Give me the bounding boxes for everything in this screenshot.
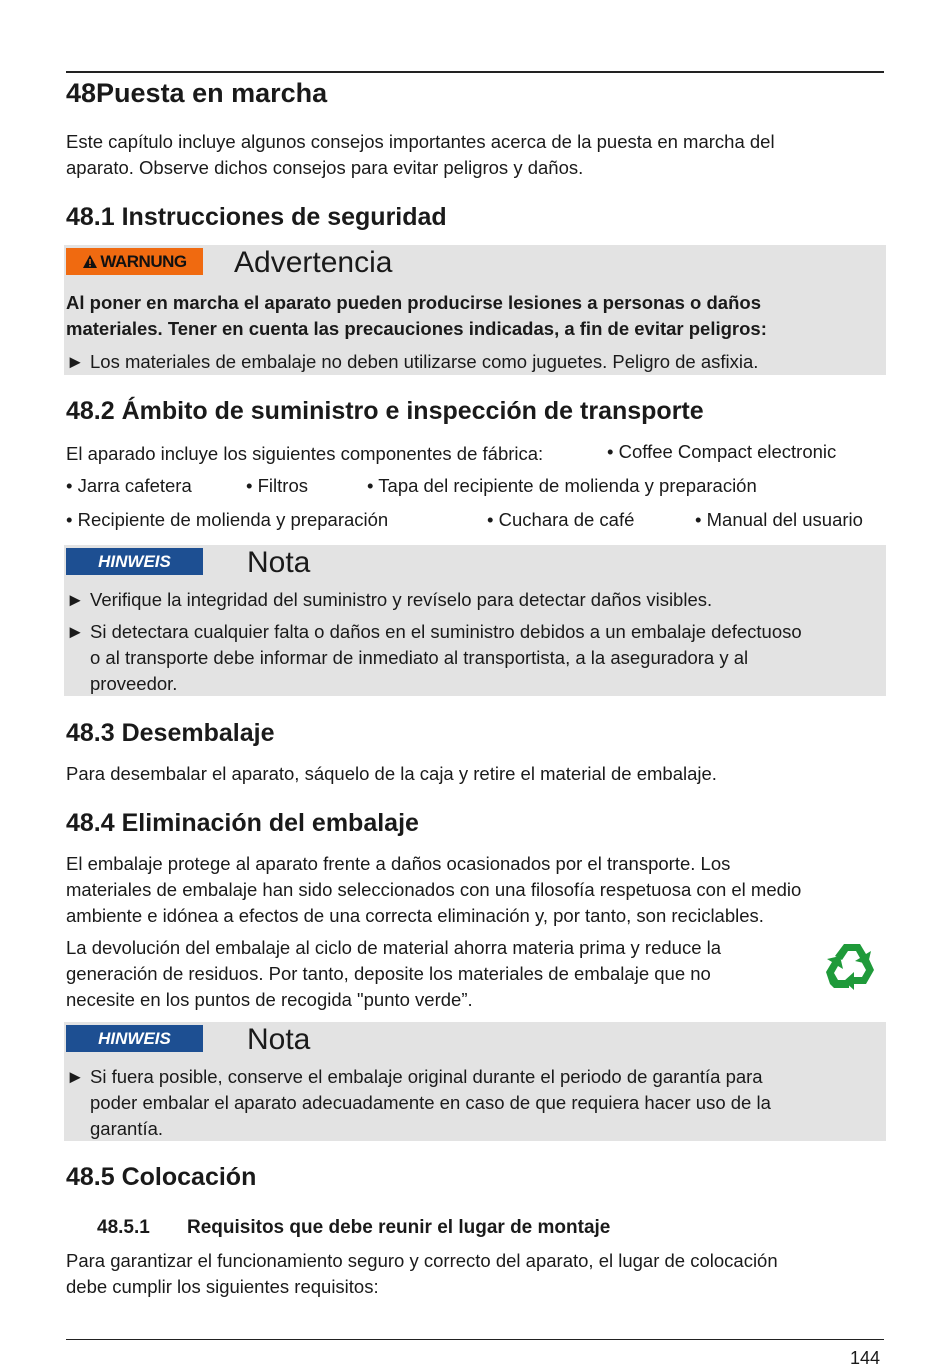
note-item-2: ► Si detectara cualquier falta o daños en el suministro debidos a un embalaje defectuoso o al transporte debe informar de inmediato al transportista, a la aseguradora y al proveedor. xyxy=(66,621,802,694)
note-title-1: Nota xyxy=(247,546,311,579)
placement-text-line-1: Para garantizar el funcionamiento seguro y correcto del aparato, el lugar de colocación xyxy=(66,1250,778,1271)
subsection-number: 48.5.1 xyxy=(97,1217,150,1238)
warning-text-line-2: materiales. Tener en cuenta las precauciones indicadas, a fin de evitar peligros: xyxy=(66,318,767,339)
warning-tag-label: WARNUNG xyxy=(100,251,187,271)
section-48-3-title: 48.3 Desembalaje xyxy=(66,719,275,747)
disposal-p1-line-2: materiales de embalaje han sido seleccionados con una filosofía respetuosa con el medio xyxy=(66,879,802,900)
note-item-1: ► Verifique la integridad del suministro y revíselo para detectar daños visibles. xyxy=(66,587,712,613)
bottom-rule xyxy=(66,1339,884,1340)
top-rule xyxy=(66,71,884,73)
list-item: • Manual del usuario xyxy=(695,509,863,530)
page-number: 144 xyxy=(850,1348,881,1368)
section-48-1-title: 48.1 Instrucciones de seguridad xyxy=(66,203,447,231)
list-item: • Cuchara de café xyxy=(487,509,635,530)
triangle-right-icon: ► xyxy=(66,589,85,610)
chapter-intro-line-2: aparato. Observe dichos consejos para evitar peligros y daños. xyxy=(66,157,584,178)
note-tag-2: HINWEIS xyxy=(66,1025,203,1052)
warning-tag xyxy=(66,248,203,275)
list-item: • Filtros xyxy=(246,475,308,496)
section-48-5-title: 48.5 Colocación xyxy=(66,1163,257,1191)
list-item: • Tapa del recipiente de molienda y preparación xyxy=(367,475,757,496)
list-item: • Recipiente de molienda y preparación xyxy=(66,509,389,530)
list-item: • Jarra cafetera xyxy=(66,475,192,496)
chapter-intro-line-1: Este capítulo incluye algunos consejos importantes acerca de la puesta en marcha del xyxy=(66,131,775,152)
note-tag-1: HINWEIS xyxy=(66,548,203,575)
warning-item-text: Los materiales de embalaje no deben utilizarse como juguetes. Peligro de asfixia. xyxy=(90,351,759,372)
disposal-p2-line-1: La devolución del embalaje al ciclo de material ahorra materia prima y reduce la xyxy=(66,937,722,958)
unpack-text: Para desembalar el aparato, sáquelo de la caja y retire el material de embalaje. xyxy=(66,763,717,784)
warning-triangle-icon xyxy=(82,254,98,269)
note-title-2: Nota xyxy=(247,1023,311,1056)
note-item-3: ► Si fuera posible, conserve el embalaje original durante el periodo de garantía para poder embalar el aparato adecuadamente en caso de que requiera hacer uso de la garantía. xyxy=(66,1066,771,1139)
subsection-title: Requisitos que debe reunir el lugar de montaje xyxy=(187,1217,611,1238)
warning-title: Advertencia xyxy=(234,246,393,279)
recycle-icon xyxy=(824,940,880,992)
section-48-4-title: 48.4 Eliminación del embalaje xyxy=(66,809,419,837)
disposal-p2-line-3: necesite en los puntos de recogida "punto verde”. xyxy=(66,989,473,1010)
scope-lead: El aparado incluye los siguientes componentes de fábrica: xyxy=(66,443,544,464)
triangle-right-icon: ► xyxy=(66,621,85,642)
placement-text-line-2: debe cumplir los siguientes requisitos: xyxy=(66,1276,379,1297)
warning-item xyxy=(66,349,758,375)
list-item: • Coffee Compact electronic xyxy=(607,441,837,462)
triangle-right-icon: ► xyxy=(66,1066,85,1087)
disposal-p2-line-2: generación de residuos. Por tanto, deposite los materiales de embalaje que no xyxy=(66,963,711,984)
chapter-title: 48Puesta en marcha xyxy=(66,78,328,108)
disposal-p1-line-1: El embalaje protege al aparato frente a daños ocasionados por el transporte. Los xyxy=(66,853,731,874)
section-48-2-title: 48.2 Ámbito de suministro e inspección de transporte xyxy=(66,397,704,425)
disposal-p1-line-3: ambiente e idónea a efectos de una correcta eliminación y, por tanto, son reciclables. xyxy=(66,905,764,926)
triangle-right-icon: ► xyxy=(66,351,85,372)
warning-text-line-1: Al poner en marcha el aparato pueden producirse lesiones a personas o daños xyxy=(66,292,761,313)
